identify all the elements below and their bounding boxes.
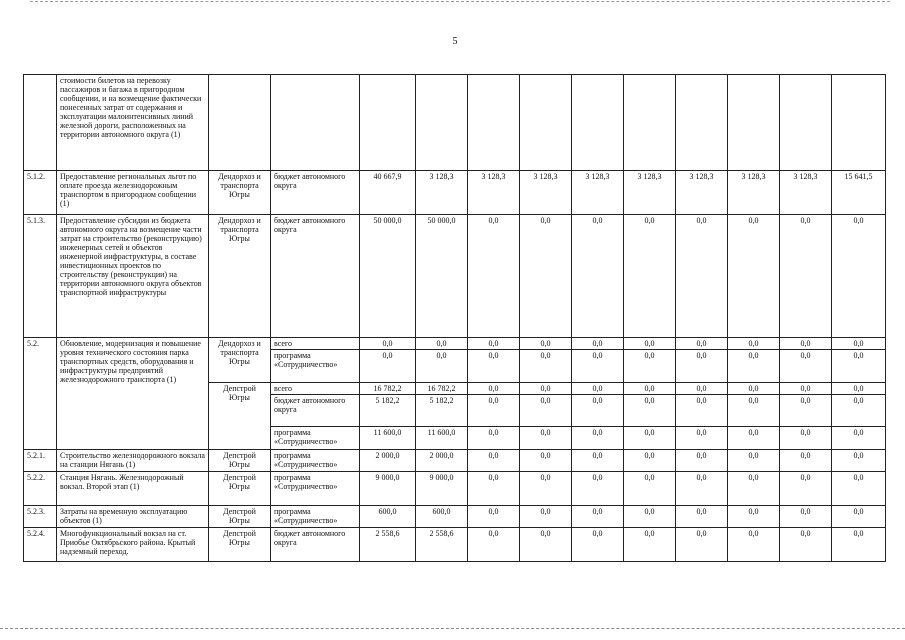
value-cell: 5 182,2 [416,395,468,427]
value-cell: 9 000,0 [416,472,468,506]
value-cell: 2 000,0 [416,450,468,472]
value-cell: 0,0 [676,528,728,562]
value-cell: 0,0 [416,338,468,350]
value-cell: 0,0 [728,528,780,562]
value-cell: 0,0 [468,450,520,472]
value-cell: 0,0 [468,395,520,427]
row-source: программа «Сотрудничество» [271,450,360,472]
value-cell: 0,0 [728,350,780,383]
value-cell: 0,0 [624,427,676,450]
row-source: программа «Сотрудничество» [271,472,360,506]
value-cell: 9 000,0 [360,472,416,506]
value-cell: 0,0 [624,350,676,383]
row-code: 5.2.3. [24,506,57,528]
value-cell: 0,0 [832,528,886,562]
row-name: стоимости билетов на перевозку пассажиров и багажа в пригородном сообщении, и на возмещение фактически понесенных затрат от содержания и эксплуатации малоинтенсивных линий железной дороги, расположенных на территории автономного округа (1) [57,75,209,171]
value-cell: 0,0 [520,383,572,395]
table-row [24,75,886,171]
row-code [24,75,57,171]
value-cell [624,75,676,171]
row-source: программа «Сотрудничество» [271,350,360,383]
value-cell: 0,0 [572,383,624,395]
scan-top-edge [30,1,890,2]
value-cell: 0,0 [468,350,520,383]
value-cell: 15 641,5 [832,171,886,215]
value-cell: 3 128,3 [780,171,832,215]
value-cell: 0,0 [468,472,520,506]
row-executor: Дендорхоз и транспорта Югры [209,215,271,338]
value-cell: 0,0 [624,450,676,472]
value-cell: 50 000,0 [416,215,468,338]
value-cell: 0,0 [468,528,520,562]
value-cell: 0,0 [520,215,572,338]
value-cell: 3 128,3 [520,171,572,215]
value-cell: 0,0 [728,427,780,450]
row-executor: Дендорхоз и транспорта Югры [209,338,271,383]
value-cell: 0,0 [832,215,886,338]
value-cell: 3 128,3 [416,171,468,215]
row-code: 5.2.4. [24,528,57,562]
row-executor: Депстрой Югры [209,472,271,506]
row-name: Предоставление региональных льгот по оплате проезда железнодорожным транспортом в пригородном сообщении (1) [57,171,209,215]
value-cell: 11 600,0 [416,427,468,450]
row-code: 5.2.2. [24,472,57,506]
value-cell: 0,0 [624,395,676,427]
value-cell: 0,0 [572,427,624,450]
value-cell: 0,0 [624,215,676,338]
value-cell: 0,0 [468,338,520,350]
value-cell: 0,0 [520,506,572,528]
value-cell: 0,0 [780,215,832,338]
value-cell: 3 128,3 [624,171,676,215]
value-cell: 0,0 [520,450,572,472]
scan-bottom-edge [0,628,905,629]
value-cell [468,75,520,171]
value-cell: 0,0 [572,395,624,427]
value-cell: 0,0 [676,215,728,338]
value-cell: 0,0 [520,472,572,506]
value-cell: 0,0 [624,383,676,395]
value-cell: 0,0 [832,450,886,472]
value-cell: 0,0 [832,506,886,528]
value-cell: 40 667,9 [360,171,416,215]
program-activities-table [23,74,886,562]
value-cell: 600,0 [360,506,416,528]
value-cell: 0,0 [780,528,832,562]
value-cell: 0,0 [780,450,832,472]
table-row [24,215,886,338]
value-cell: 0,0 [676,506,728,528]
value-cell: 0,0 [676,338,728,350]
value-cell: 0,0 [780,506,832,528]
value-cell: 0,0 [780,383,832,395]
row-code: 5.1.3. [24,215,57,338]
value-cell: 0,0 [520,350,572,383]
row-executor: Депстрой Югры [209,450,271,472]
value-cell: 0,0 [572,528,624,562]
row-name: Строительство железнодорожного вокзала на станции Нягань (1) [57,450,209,472]
value-cell: 0,0 [832,472,886,506]
value-cell: 0,0 [832,350,886,383]
value-cell: 0,0 [520,427,572,450]
value-cell: 0,0 [780,350,832,383]
value-cell: 0,0 [468,383,520,395]
value-cell: 50 000,0 [360,215,416,338]
value-cell: 0,0 [624,472,676,506]
value-cell: 0,0 [676,383,728,395]
row-executor: Депстрой Югры [209,528,271,562]
page-number: 5 [452,36,458,47]
row-source: всего [271,383,360,395]
value-cell: 0,0 [468,215,520,338]
row-name: Многофункциональный вокзал на ст. Приобье Октябрьского района. Крытый надземный переход. [57,528,209,562]
value-cell [780,75,832,171]
row-source: бюджет автономного округа [271,528,360,562]
value-cell: 0,0 [676,395,728,427]
value-cell [728,75,780,171]
value-cell: 0,0 [572,350,624,383]
table-row [24,450,886,472]
row-executor [209,75,271,171]
value-cell: 0,0 [360,338,416,350]
value-cell: 0,0 [676,450,728,472]
row-source: программа «Сотрудничество» [271,427,360,450]
row-source: программа «Сотрудничество» [271,506,360,528]
value-cell: 0,0 [728,450,780,472]
value-cell: 0,0 [780,472,832,506]
value-cell: 3 128,3 [572,171,624,215]
value-cell: 3 128,3 [468,171,520,215]
value-cell: 0,0 [360,350,416,383]
row-executor: Депстрой Югры [209,506,271,528]
row-executor: Депстрой Югры [209,383,271,450]
value-cell: 16 782,2 [360,383,416,395]
value-cell: 0,0 [728,395,780,427]
value-cell: 0,0 [572,506,624,528]
value-cell: 0,0 [676,350,728,383]
row-code: 5.2.1. [24,450,57,472]
value-cell: 3 128,3 [676,171,728,215]
row-source: бюджет автономного округа [271,395,360,427]
value-cell: 5 182,2 [360,395,416,427]
value-cell: 0,0 [728,506,780,528]
value-cell: 0,0 [676,472,728,506]
value-cell: 0,0 [572,472,624,506]
row-source: бюджет автономного округа [271,171,360,215]
value-cell: 0,0 [572,338,624,350]
row-name: Станция Нягань. Железнодорожный вокзал. Второй этап (1) [57,472,209,506]
value-cell [572,75,624,171]
value-cell: 0,0 [728,338,780,350]
value-cell: 2 558,6 [416,528,468,562]
value-cell: 11 600,0 [360,427,416,450]
value-cell: 0,0 [416,350,468,383]
value-cell: 0,0 [624,528,676,562]
value-cell: 0,0 [728,472,780,506]
row-name: Затраты на временную эксплуатацию объектов (1) [57,506,209,528]
value-cell: 3 128,3 [728,171,780,215]
value-cell: 0,0 [780,427,832,450]
value-cell: 0,0 [728,215,780,338]
value-cell: 2 558,6 [360,528,416,562]
row-source [271,75,360,171]
value-cell: 2 000,0 [360,450,416,472]
row-executor: Дендорхоз и транспорта Югры [209,171,271,215]
row-code: 5.2. [24,338,57,450]
value-cell: 0,0 [832,383,886,395]
value-cell: 0,0 [468,427,520,450]
value-cell: 0,0 [572,215,624,338]
row-code: 5.1.2. [24,171,57,215]
value-cell: 0,0 [624,506,676,528]
value-cell: 0,0 [468,506,520,528]
value-cell: 0,0 [832,427,886,450]
value-cell: 0,0 [520,338,572,350]
value-cell [520,75,572,171]
value-cell: 0,0 [520,528,572,562]
value-cell: 0,0 [832,338,886,350]
value-cell: 0,0 [676,427,728,450]
row-name: Обновление, модернизация и повышение уровня технического состояния парка транспортных средств, оборудования и инфраструктуры предприятий железнодорожного транспорта (1) [57,338,209,450]
value-cell: 0,0 [780,395,832,427]
value-cell: 0,0 [780,338,832,350]
value-cell: 0,0 [520,395,572,427]
value-cell [416,75,468,171]
value-cell [676,75,728,171]
table-row [24,528,886,562]
row-name: Предоставление субсидии из бюджета автономного округа на возмещение части затрат на строительство (реконструкцию) инженерных сетей и объектов инженерной инфраструктуры, в составе инвестиционных проектов по строительству (реконструкции) на территории автономного округа объектов транспортной инфраструктуры [57,215,209,338]
row-source: бюджет автономного округа [271,215,360,338]
table-row [24,338,886,350]
table-row [24,472,886,506]
value-cell: 600,0 [416,506,468,528]
table-row [24,506,886,528]
value-cell: 0,0 [832,395,886,427]
value-cell [832,75,886,171]
value-cell: 0,0 [572,450,624,472]
value-cell [360,75,416,171]
table-row [24,171,886,215]
row-source: всего [271,338,360,350]
value-cell: 0,0 [728,383,780,395]
value-cell: 16 782,2 [416,383,468,395]
value-cell: 0,0 [624,338,676,350]
